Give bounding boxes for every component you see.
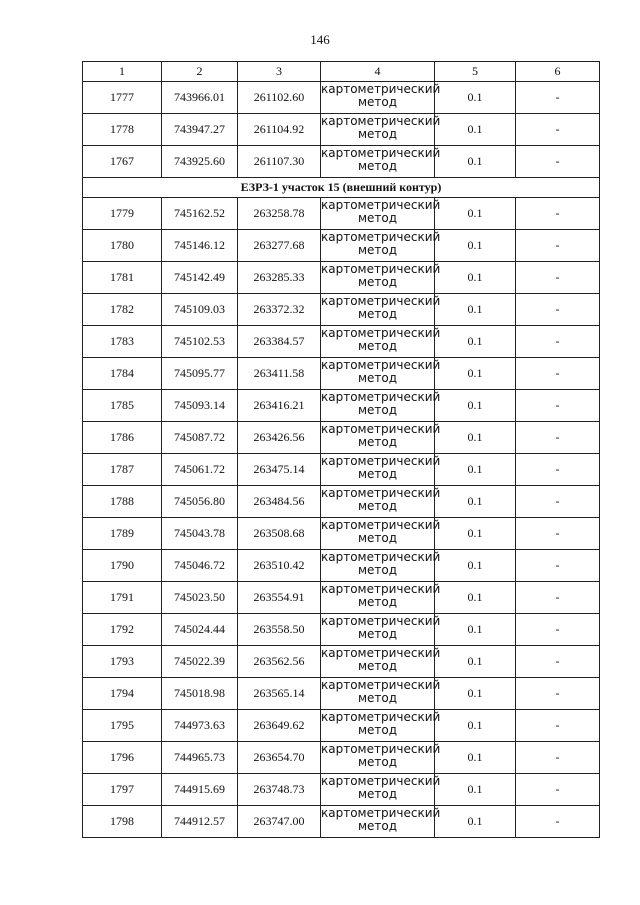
y-coordinate-cell: 263484.56 xyxy=(238,486,321,518)
note-cell: - xyxy=(516,550,600,582)
table-row xyxy=(83,454,600,486)
method-text-line1: картометрический xyxy=(321,806,441,820)
column-header: 3 xyxy=(238,62,321,82)
method-cell xyxy=(321,358,441,390)
method-text-line2: метод xyxy=(357,563,398,577)
method-cell xyxy=(321,390,441,422)
x-coordinate-cell: 745093.14 xyxy=(162,390,238,422)
table-row xyxy=(83,678,600,710)
y-coordinate-cell: 263411.58 xyxy=(238,358,321,390)
column-header: 5 xyxy=(435,62,516,82)
accuracy-cell: 0.1 xyxy=(435,614,516,646)
method-cell xyxy=(321,198,441,230)
method-text-line2: метод xyxy=(357,275,398,289)
x-coordinate-cell: 745087.72 xyxy=(162,422,238,454)
x-coordinate-cell: 745018.98 xyxy=(162,678,238,710)
method-cell xyxy=(321,262,441,294)
method-cell xyxy=(321,678,441,710)
coordinates-table xyxy=(82,61,600,838)
method-text-line1: картометрический xyxy=(321,742,441,756)
accuracy-cell: 0.1 xyxy=(435,146,516,178)
x-coordinate-cell: 744912.57 xyxy=(162,806,238,838)
table-row xyxy=(83,262,600,294)
point-number-cell: 1786 xyxy=(83,422,162,454)
y-coordinate-cell: 263416.21 xyxy=(238,390,321,422)
note-cell: - xyxy=(516,646,600,678)
point-number-cell: 1781 xyxy=(83,262,162,294)
method-cell xyxy=(321,614,441,646)
method-text-line2: метод xyxy=(357,723,398,737)
accuracy-cell: 0.1 xyxy=(435,422,516,454)
note-cell: - xyxy=(516,82,600,114)
point-number-cell: 1782 xyxy=(83,294,162,326)
table-row xyxy=(83,518,600,550)
point-number-cell: 1790 xyxy=(83,550,162,582)
y-coordinate-cell: 263475.14 xyxy=(238,454,321,486)
method-text-line2: метод xyxy=(357,531,398,545)
table-row xyxy=(83,550,600,582)
accuracy-cell: 0.1 xyxy=(435,806,516,838)
method-text-line2: метод xyxy=(357,787,398,801)
method-cell xyxy=(321,742,441,774)
method-text-line1: картометрический xyxy=(321,262,441,276)
method-text-line1: картометрический xyxy=(321,422,441,436)
section-title: ЕЗРЗ-1 участок 15 (внешний контур) xyxy=(83,178,600,198)
note-cell: - xyxy=(516,806,600,838)
x-coordinate-cell: 744915.69 xyxy=(162,774,238,806)
accuracy-cell: 0.1 xyxy=(435,486,516,518)
method-cell xyxy=(321,774,441,806)
method-text-line1: картометрический xyxy=(321,230,441,244)
method-cell xyxy=(321,294,441,326)
method-cell xyxy=(321,454,441,486)
x-coordinate-cell: 745162.52 xyxy=(162,198,238,230)
method-text-line1: картометрический xyxy=(321,82,441,96)
method-cell xyxy=(321,646,441,678)
table-header-row xyxy=(83,62,600,82)
y-coordinate-cell: 263747.00 xyxy=(238,806,321,838)
point-number-cell: 1792 xyxy=(83,614,162,646)
accuracy-cell: 0.1 xyxy=(435,114,516,146)
accuracy-cell: 0.1 xyxy=(435,294,516,326)
note-cell: - xyxy=(516,678,600,710)
method-text-line2: метод xyxy=(357,127,398,141)
note-cell: - xyxy=(516,262,600,294)
column-header: 1 xyxy=(83,62,162,82)
table-row xyxy=(83,486,600,518)
method-text-line1: картометрический xyxy=(321,582,441,596)
point-number-cell: 1791 xyxy=(83,582,162,614)
x-coordinate-cell: 743947.27 xyxy=(162,114,238,146)
x-coordinate-cell: 745022.39 xyxy=(162,646,238,678)
y-coordinate-cell: 261107.30 xyxy=(238,146,321,178)
x-coordinate-cell: 745102.53 xyxy=(162,326,238,358)
accuracy-cell: 0.1 xyxy=(435,742,516,774)
method-text-line1: картометрический xyxy=(321,146,441,160)
method-text-line2: метод xyxy=(357,819,398,833)
y-coordinate-cell: 263372.32 xyxy=(238,294,321,326)
accuracy-cell: 0.1 xyxy=(435,582,516,614)
method-text-line2: метод xyxy=(357,691,398,705)
note-cell: - xyxy=(516,358,600,390)
accuracy-cell: 0.1 xyxy=(435,358,516,390)
x-coordinate-cell: 745146.12 xyxy=(162,230,238,262)
note-cell: - xyxy=(516,454,600,486)
table-row xyxy=(83,422,600,454)
method-text-line1: картометрический xyxy=(321,550,441,564)
method-cell xyxy=(321,486,441,518)
note-cell: - xyxy=(516,614,600,646)
method-text-line1: картометрический xyxy=(321,518,441,532)
method-cell xyxy=(321,422,441,454)
table-row xyxy=(83,114,600,146)
point-number-cell: 1767 xyxy=(83,146,162,178)
method-text-line1: картометрический xyxy=(321,326,441,340)
point-number-cell: 1788 xyxy=(83,486,162,518)
table-row xyxy=(83,294,600,326)
y-coordinate-cell: 263508.68 xyxy=(238,518,321,550)
accuracy-cell: 0.1 xyxy=(435,198,516,230)
x-coordinate-cell: 745046.72 xyxy=(162,550,238,582)
note-cell: - xyxy=(516,230,600,262)
point-number-cell: 1787 xyxy=(83,454,162,486)
y-coordinate-cell: 263426.56 xyxy=(238,422,321,454)
table-row xyxy=(83,774,600,806)
table-row xyxy=(83,646,600,678)
method-text-line1: картометрический xyxy=(321,614,441,628)
x-coordinate-cell: 745023.50 xyxy=(162,582,238,614)
method-text-line1: картометрический xyxy=(321,646,441,660)
method-text-line2: метод xyxy=(357,467,398,481)
method-text-line1: картометрический xyxy=(321,294,441,308)
method-text-line2: метод xyxy=(357,435,398,449)
y-coordinate-cell: 261102.60 xyxy=(238,82,321,114)
x-coordinate-cell: 745056.80 xyxy=(162,486,238,518)
accuracy-cell: 0.1 xyxy=(435,230,516,262)
table-row xyxy=(83,146,600,178)
y-coordinate-cell: 263748.73 xyxy=(238,774,321,806)
x-coordinate-cell: 745061.72 xyxy=(162,454,238,486)
method-text-line2: метод xyxy=(357,159,398,173)
method-text-line1: картометрический xyxy=(321,710,441,724)
point-number-cell: 1798 xyxy=(83,806,162,838)
table-row xyxy=(83,230,600,262)
accuracy-cell: 0.1 xyxy=(435,518,516,550)
method-cell xyxy=(321,326,441,358)
x-coordinate-cell: 745109.03 xyxy=(162,294,238,326)
method-text-line2: метод xyxy=(357,339,398,353)
column-header: 6 xyxy=(516,62,600,82)
y-coordinate-cell: 263562.56 xyxy=(238,646,321,678)
method-cell xyxy=(321,518,441,550)
table-row xyxy=(83,198,600,230)
x-coordinate-cell: 744973.63 xyxy=(162,710,238,742)
table-row xyxy=(83,806,600,838)
method-text-line2: метод xyxy=(357,755,398,769)
method-text-line1: картометрический xyxy=(321,486,441,500)
method-text-line2: метод xyxy=(357,371,398,385)
column-header: 4 xyxy=(321,62,435,82)
point-number-cell: 1779 xyxy=(83,198,162,230)
note-cell: - xyxy=(516,294,600,326)
method-text-line1: картометрический xyxy=(321,114,441,128)
method-text-line2: метод xyxy=(357,627,398,641)
x-coordinate-cell: 744965.73 xyxy=(162,742,238,774)
column-header: 2 xyxy=(162,62,238,82)
x-coordinate-cell: 745024.44 xyxy=(162,614,238,646)
accuracy-cell: 0.1 xyxy=(435,550,516,582)
point-number-cell: 1794 xyxy=(83,678,162,710)
point-number-cell: 1784 xyxy=(83,358,162,390)
method-cell xyxy=(321,146,441,178)
y-coordinate-cell: 263554.91 xyxy=(238,582,321,614)
y-coordinate-cell: 263510.42 xyxy=(238,550,321,582)
method-cell xyxy=(321,550,441,582)
point-number-cell: 1780 xyxy=(83,230,162,262)
method-text-line2: метод xyxy=(357,659,398,673)
point-number-cell: 1777 xyxy=(83,82,162,114)
method-cell xyxy=(321,82,441,114)
accuracy-cell: 0.1 xyxy=(435,678,516,710)
x-coordinate-cell: 743966.01 xyxy=(162,82,238,114)
note-cell: - xyxy=(516,518,600,550)
note-cell: - xyxy=(516,146,600,178)
method-text-line2: метод xyxy=(357,307,398,321)
table-row xyxy=(83,582,600,614)
table-row xyxy=(83,358,600,390)
method-text-line2: метод xyxy=(357,243,398,257)
accuracy-cell: 0.1 xyxy=(435,774,516,806)
method-text-line1: картометрический xyxy=(321,358,441,372)
point-number-cell: 1797 xyxy=(83,774,162,806)
accuracy-cell: 0.1 xyxy=(435,390,516,422)
table-row xyxy=(83,390,600,422)
point-number-cell: 1789 xyxy=(83,518,162,550)
method-cell xyxy=(321,710,441,742)
table-row xyxy=(83,82,600,114)
note-cell: - xyxy=(516,742,600,774)
table-row xyxy=(83,710,600,742)
note-cell: - xyxy=(516,582,600,614)
point-number-cell: 1796 xyxy=(83,742,162,774)
method-text-line1: картометрический xyxy=(321,198,441,212)
y-coordinate-cell: 263285.33 xyxy=(238,262,321,294)
point-number-cell: 1795 xyxy=(83,710,162,742)
method-text-line1: картометрический xyxy=(321,390,441,404)
method-text-line2: метод xyxy=(357,211,398,225)
table-row xyxy=(83,614,600,646)
method-text-line1: картометрический xyxy=(321,678,441,692)
note-cell: - xyxy=(516,390,600,422)
point-number-cell: 1785 xyxy=(83,390,162,422)
method-cell xyxy=(321,582,441,614)
table-row xyxy=(83,326,600,358)
accuracy-cell: 0.1 xyxy=(435,710,516,742)
note-cell: - xyxy=(516,774,600,806)
y-coordinate-cell: 263649.62 xyxy=(238,710,321,742)
y-coordinate-cell: 263384.57 xyxy=(238,326,321,358)
accuracy-cell: 0.1 xyxy=(435,326,516,358)
note-cell: - xyxy=(516,114,600,146)
note-cell: - xyxy=(516,486,600,518)
accuracy-cell: 0.1 xyxy=(435,82,516,114)
note-cell: - xyxy=(516,422,600,454)
method-cell xyxy=(321,114,441,146)
note-cell: - xyxy=(516,710,600,742)
point-number-cell: 1778 xyxy=(83,114,162,146)
y-coordinate-cell: 263258.78 xyxy=(238,198,321,230)
x-coordinate-cell: 745043.78 xyxy=(162,518,238,550)
method-text-line1: картометрический xyxy=(321,774,441,788)
method-text-line2: метод xyxy=(357,499,398,513)
method-cell xyxy=(321,230,441,262)
method-cell xyxy=(321,806,441,838)
y-coordinate-cell: 263277.68 xyxy=(238,230,321,262)
x-coordinate-cell: 745095.77 xyxy=(162,358,238,390)
method-text-line1: картометрический xyxy=(321,454,441,468)
method-text-line2: метод xyxy=(357,403,398,417)
x-coordinate-cell: 743925.60 xyxy=(162,146,238,178)
page-number: 146 xyxy=(310,32,330,47)
y-coordinate-cell: 263654.70 xyxy=(238,742,321,774)
point-number-cell: 1783 xyxy=(83,326,162,358)
point-number-cell: 1793 xyxy=(83,646,162,678)
x-coordinate-cell: 745142.49 xyxy=(162,262,238,294)
note-cell: - xyxy=(516,198,600,230)
accuracy-cell: 0.1 xyxy=(435,454,516,486)
note-cell: - xyxy=(516,326,600,358)
accuracy-cell: 0.1 xyxy=(435,646,516,678)
y-coordinate-cell: 261104.92 xyxy=(238,114,321,146)
method-text-line2: метод xyxy=(357,595,398,609)
section-header-row xyxy=(83,178,600,198)
y-coordinate-cell: 263565.14 xyxy=(238,678,321,710)
accuracy-cell: 0.1 xyxy=(435,262,516,294)
y-coordinate-cell: 263558.50 xyxy=(238,614,321,646)
method-text-line2: метод xyxy=(357,95,398,109)
table-row xyxy=(83,742,600,774)
